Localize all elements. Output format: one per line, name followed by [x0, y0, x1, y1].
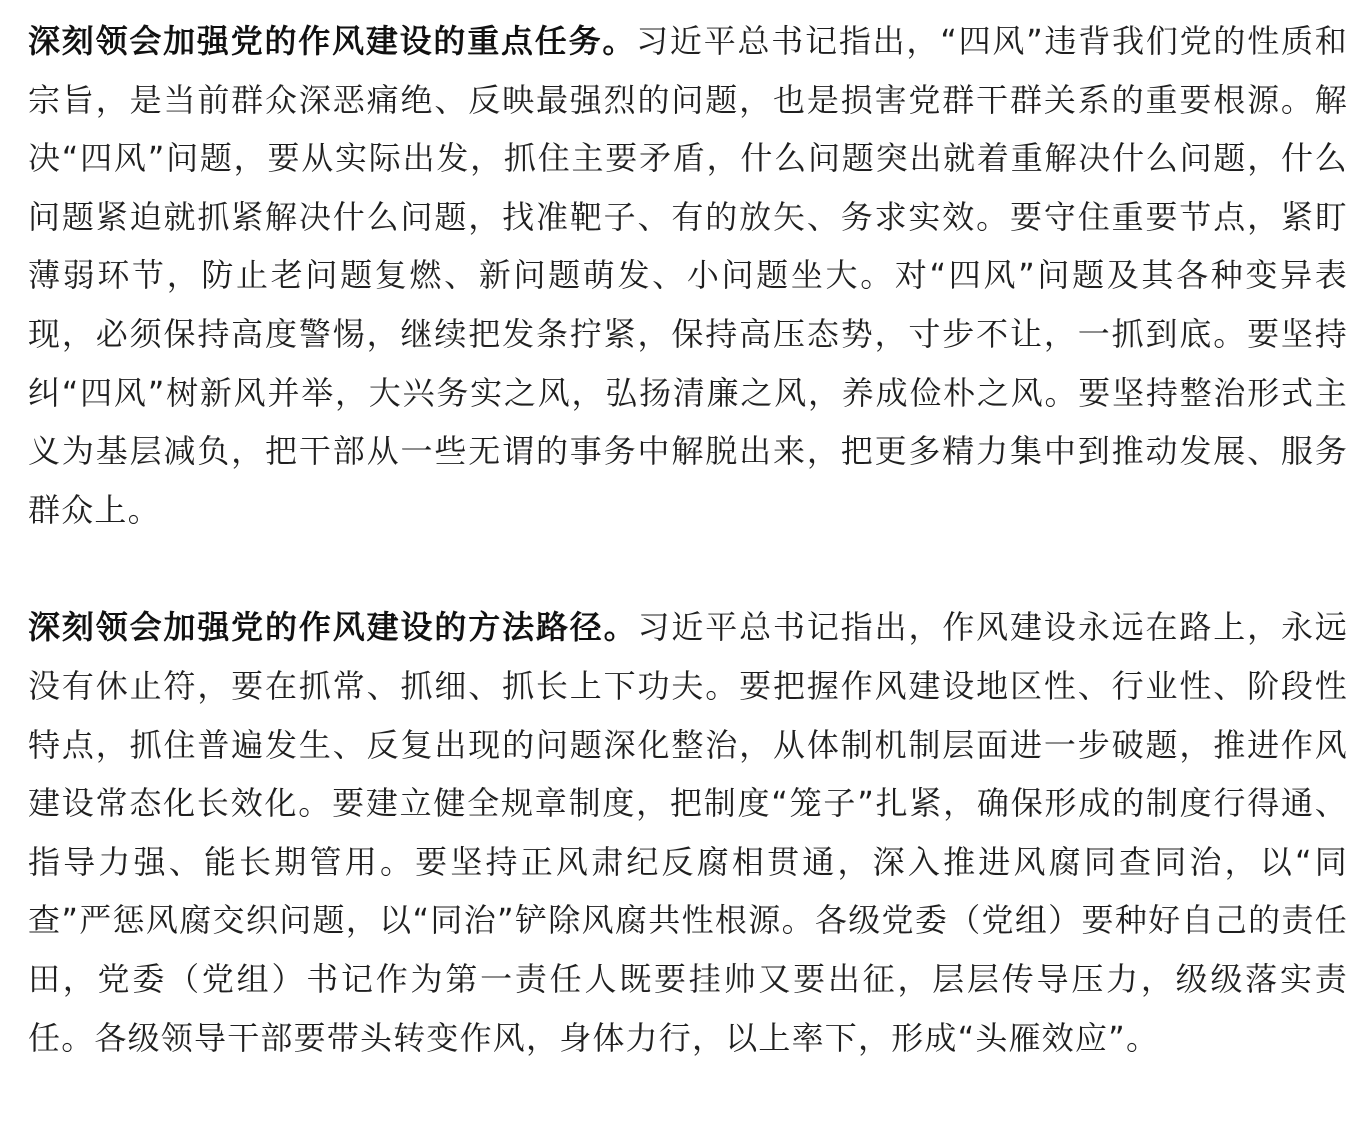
- paragraph-text: 习近平总书记指出，“四风”违背我们党的性质和宗旨，是当前群众深恶痛绝、反映最强烈的问题，也是损害党群干群关系的重要根源。解决“四风”问题，要从实际出发，抓住主要矛盾，什么问题突出就着重解决什么问题，什么问题紧迫就抓紧解决什么问题，找准靶子、有的放矢、务求实效。要守住重要节点，紧盯薄弱环节，防止老问题复燃、新问题萌发、小问题坐大。对“四风”问题及其各种变异表现，必须保持高度警惕，继续把发条拧紧，保持高压态势，寸步不让，一抓到底。要坚持纠“四风”树新风并举，大兴务实之风，弘扬清廉之风，养成俭朴之风。要坚持整治形式主义为基层减负，把干部从一些无谓的事务中解脱出来，把更多精力集中到推动发展、服务群众上。: [28, 22, 1348, 529]
- paragraph-lead: 深刻领会加强党的作风建设的方法路径。: [28, 608, 638, 647]
- paragraph-key-tasks: [28, 12, 1348, 539]
- paragraph-method-paths: [28, 598, 1348, 1067]
- article-body: [28, 12, 1348, 1067]
- paragraph-lead: 深刻领会加强党的作风建设的重点任务。: [28, 22, 637, 60]
- paragraph-text: 习近平总书记指出，作风建设永远在路上，永远没有休止符，要在抓常、抓细、抓长上下功夫。要把握作风建设地区性、行业性、阶段性特点，抓住普遍发生、反复出现的问题深化整治，从体制机制层面进一步破题，推进作风建设常态化长效化。要建立健全规章制度，把制度“笼子”扎紧，确保形成的制度行得通、指导力强、能长期管用。要坚持正风肃纪反腐相贯通，深入推进风腐同查同治，以“同查”严惩风腐交织问题，以“同治”铲除风腐共性根源。各级党委（党组）要种好自己的责任田，党委（党组）书记作为第一责任人既要挂帅又要出征，层层传导压力，级级落实责任。各级领导干部要带头转变作风，身体力行，以上率下，形成“头雁效应”。: [28, 608, 1349, 1057]
